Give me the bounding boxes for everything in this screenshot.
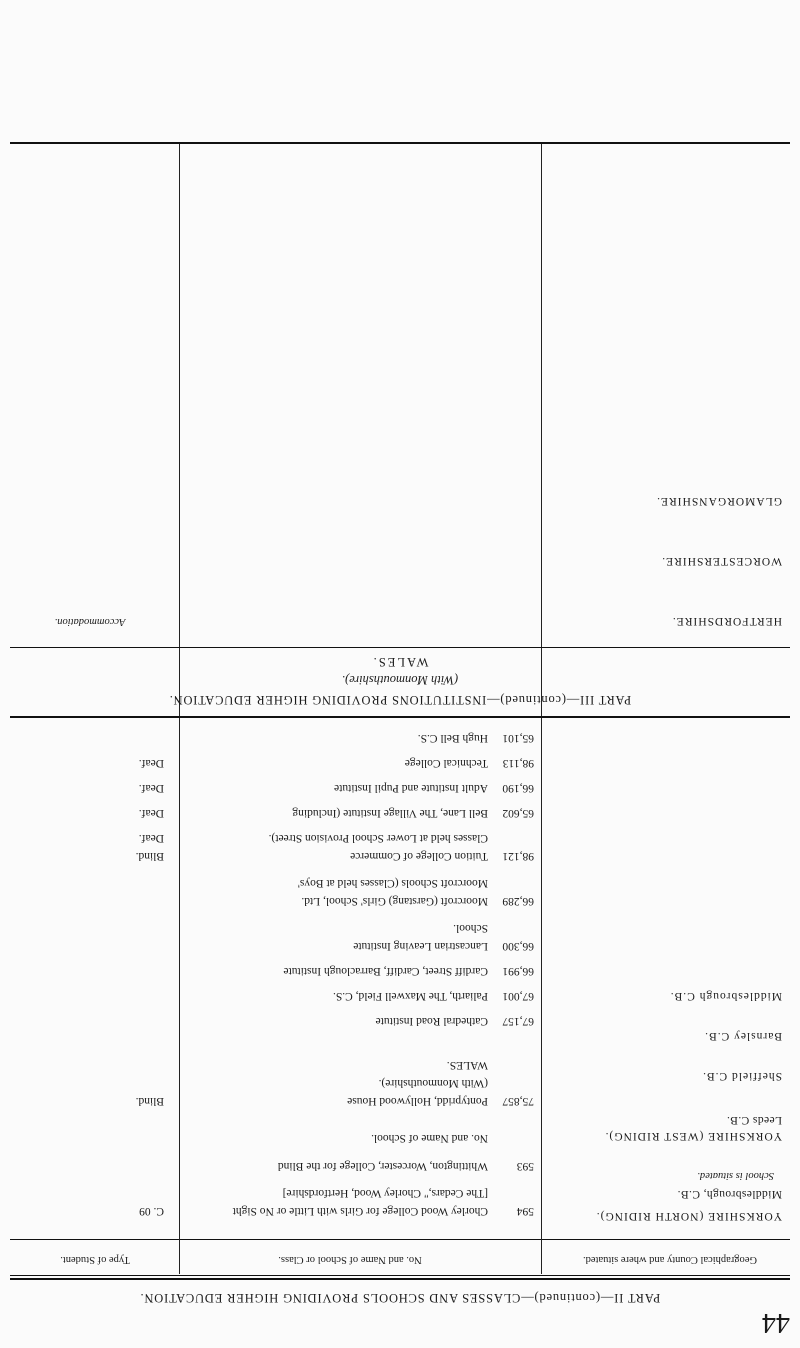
top-rule xyxy=(10,1278,790,1280)
county-location: Leeds C.B. xyxy=(726,1114,782,1127)
student-type: Deaf. xyxy=(138,807,164,819)
school-number: 66,190 xyxy=(502,782,534,794)
divider-right xyxy=(179,144,180,1274)
county-block-3 xyxy=(547,1067,792,1083)
school-name: Moorcroft Schools (Classes held at Boys' xyxy=(297,877,488,889)
school-name: Tuition College of Commerce xyxy=(350,850,488,862)
school-name: Adult Institute and Pupil Institute xyxy=(334,782,488,794)
county-entry: YORKSHIRE (WEST RIDING). xyxy=(604,1130,782,1142)
student-type: Blind. xyxy=(135,1095,164,1107)
student-type: Deaf. xyxy=(138,832,164,844)
county-block-5 xyxy=(547,987,792,1003)
student-type: Blind. xyxy=(135,850,164,862)
school-number: 594 xyxy=(516,1205,534,1217)
school-number: 65,101 xyxy=(502,732,534,744)
county-block-7 xyxy=(547,552,792,568)
school-name: Whittington, Worcester, College for the Blind xyxy=(277,1160,488,1172)
school-number: 66,300 xyxy=(502,940,534,952)
student-type: C. 09 xyxy=(139,1205,164,1217)
school-name: Hugh Bell C.S. xyxy=(417,732,488,744)
county-entry: YORKSHIRE (NORTH RIDING). xyxy=(595,1210,782,1222)
county-location: Middlesbrough, C.B. xyxy=(677,1188,782,1201)
school-name: Lancastrian Leaving Institute xyxy=(353,940,488,952)
county-block-6 xyxy=(547,612,792,628)
school-number: 66,991 xyxy=(502,965,534,977)
school-name: School. xyxy=(453,922,488,934)
county-list xyxy=(547,1168,792,1223)
right-note: Accommodation. xyxy=(54,616,126,627)
school-name: (With Monmouthshire). xyxy=(378,1077,488,1089)
school-number: 66,289 xyxy=(502,895,534,907)
school-name: Cardiff Street, Cardiff, Barraclough Institute xyxy=(283,965,488,977)
school-name: No. and Name of School. xyxy=(371,1132,488,1144)
mid-rule xyxy=(10,716,790,718)
county-entry: Middlesbrough C.B. xyxy=(669,990,782,1002)
school-name: Pontypridd, Hollywood House xyxy=(347,1095,488,1107)
part3-heading: PART III—(continued)—INSTITUTIONS PROVIDING HIGHER EDUCATION. xyxy=(168,693,632,707)
school-name: Cathedral Road Institute xyxy=(375,1015,488,1027)
col-head-county: Geographical County and where situated. xyxy=(582,1254,758,1265)
school-name: Technical College xyxy=(404,757,488,769)
school-number: 67,001 xyxy=(502,990,534,1002)
school-number: 67,157 xyxy=(502,1015,534,1027)
county-entry: Sheffield C.B. xyxy=(702,1070,782,1082)
county-entry: WORCESTERSHIRE. xyxy=(661,555,782,567)
county-block-8 xyxy=(547,492,792,508)
bottom-rule xyxy=(10,142,790,144)
county-block-4 xyxy=(547,1027,792,1043)
school-number: 593 xyxy=(516,1160,534,1172)
school-name: Classes held at Lower School Provision Street). xyxy=(268,832,488,844)
county-entry: GLAMORGANSHIRE. xyxy=(656,495,782,507)
school-name: Moorcroft (Garstang) Girls' School, Ltd. xyxy=(301,895,488,907)
school-name: Chorley Wood College for Girls with Little or No Sight xyxy=(232,1205,488,1217)
student-type: Deaf. xyxy=(138,757,164,769)
county-note: School is situated. xyxy=(697,1169,774,1181)
county-entry: Barnsley C.B. xyxy=(704,1030,782,1042)
school-name: WALES. xyxy=(446,1059,488,1071)
school-number: 98,113 xyxy=(502,757,534,769)
part3-sub: (With Monmouthshire). xyxy=(341,673,459,687)
school-number: 75,857 xyxy=(502,1095,534,1107)
part3-sub2: WALES. xyxy=(371,655,429,669)
county-entry: HERTFORDSHIRE. xyxy=(671,615,782,627)
head-rule xyxy=(10,1239,790,1240)
col-head-school: No. and Name of School or Class. xyxy=(278,1254,422,1265)
top-rule-2 xyxy=(10,1275,790,1276)
mid-rule-2 xyxy=(10,647,790,648)
page-number: 44 xyxy=(762,1307,790,1338)
county-block-2 xyxy=(547,1112,792,1143)
school-name: [The Cedars," Chorley Wood, Hertfordshire] xyxy=(282,1187,488,1199)
col-head-type: Type of Student. xyxy=(60,1254,130,1265)
school-number: 65,602 xyxy=(502,807,534,819)
school-name: Bell Lane, The Village Institute (Including xyxy=(292,807,488,819)
part-heading: PART II—(continued)—CLASSES AND SCHOOLS PROVIDING HIGHER EDUCATION. xyxy=(139,1291,661,1305)
student-type: Deaf. xyxy=(138,782,164,794)
school-name: Paliarth, The Maxwell Field, C.S. xyxy=(332,990,488,1002)
school-number: 98,121 xyxy=(502,850,534,862)
